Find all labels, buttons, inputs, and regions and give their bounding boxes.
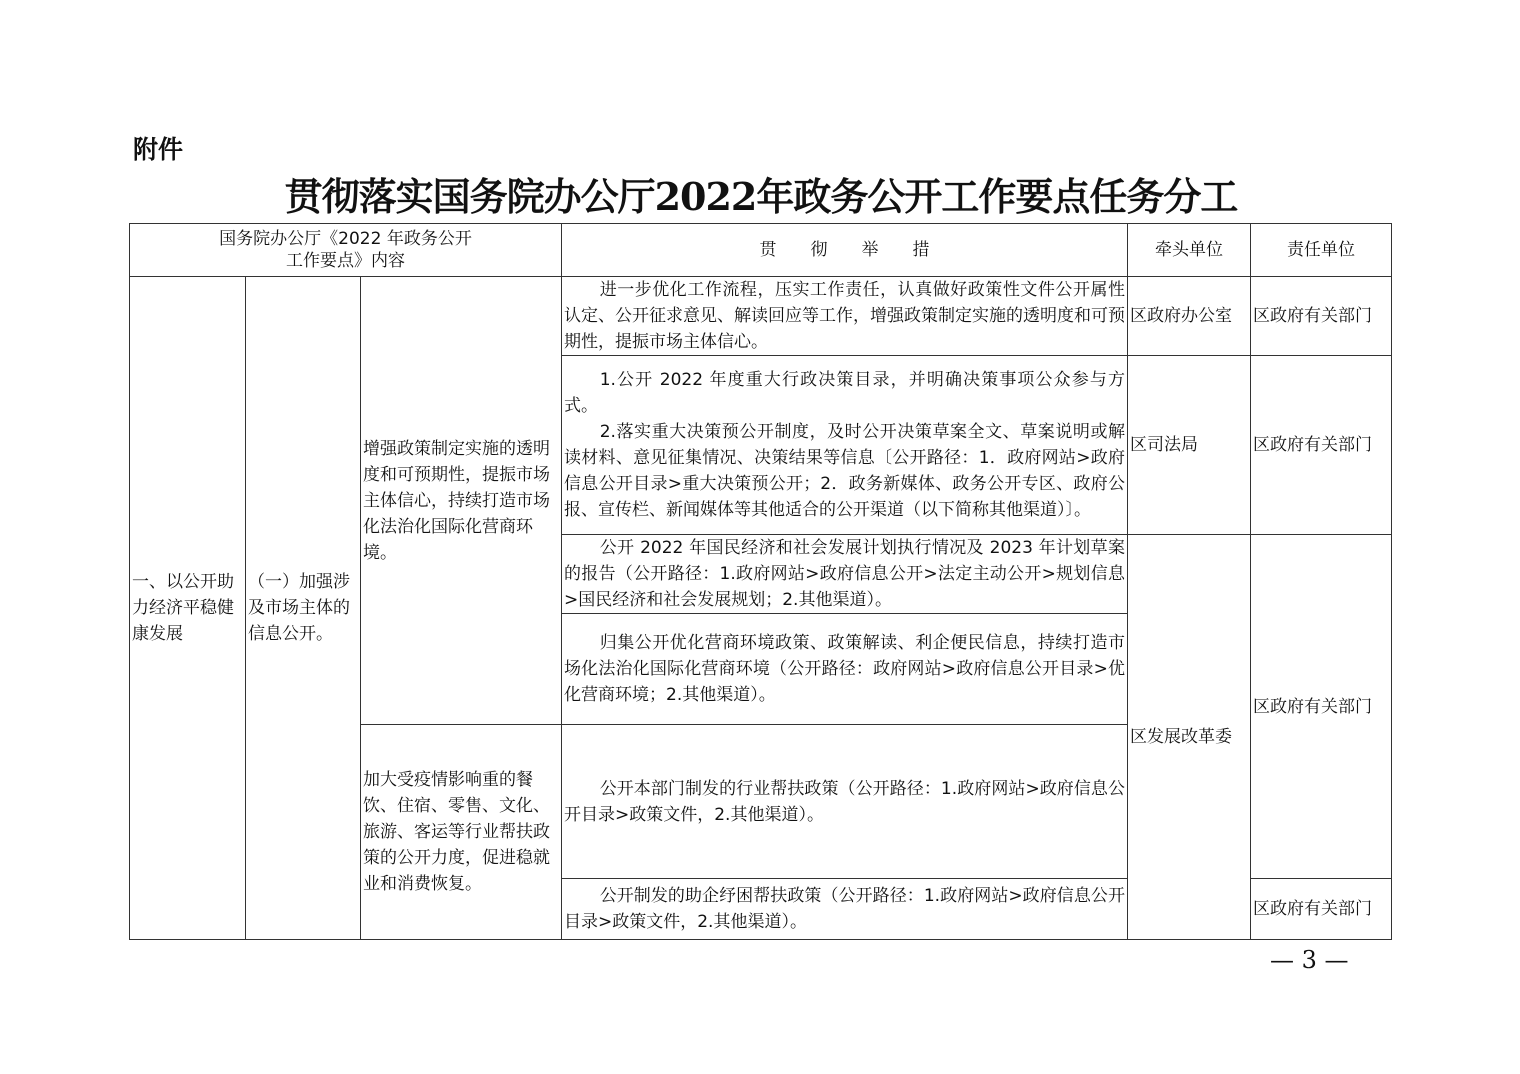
level1-cell: 一、以公开助力经济平稳健康发展: [130, 277, 246, 940]
responsible-unit-cell: 区政府有关部门: [1251, 879, 1392, 940]
level2-cell: （一）加强涉及市场主体的信息公开。: [246, 277, 361, 940]
header-lead-unit: 牵头单位: [1128, 224, 1251, 277]
lead-unit-merged: 区发展改革委: [1128, 535, 1251, 940]
measure-cell: 归集公开优化营商环境政策、政策解读、利企便民信息，持续打造市场化法治化国际化营商环境（公开路径：政府网站>政府信息公开目录>优化营商环境；2.其他渠道）。: [562, 614, 1128, 725]
measure-cell: 进一步优化工作流程，压实工作责任，认真做好政策性文件公开属性认定、公开征求意见、解读回应等工作，增强政策制定实施的透明度和可预期性，提振市场主体信心。: [562, 277, 1128, 356]
responsible-unit-cell: 区政府有关部门: [1251, 277, 1392, 356]
responsible-unit-cell: 区政府有关部门: [1251, 356, 1392, 535]
content-cell-2: 加大受疫情影响重的餐饮、住宿、零售、文化、旅游、客运等行业帮扶政策的公开力度，促进稳就业和消费恢复。: [361, 725, 562, 940]
responsible-unit-merged: 区政府有关部门: [1251, 535, 1392, 879]
measure-cell: 公开制发的助企纾困帮扶政策（公开路径：1.政府网站>政府信息公开目录>政策文件，2.其他渠道）。: [562, 879, 1128, 940]
measure-cell: 1.公开 2022 年度重大行政决策目录，并明确决策事项公众参与方式。 2.落实重大决策预公开制度，及时公开决策草案全文、草案说明或解读材料、意见征集情况、决策结果等信息〔公开路径：1．政府网站>政府信息公开目录>重大决策预公开；2．政务新媒体、政务公开专区、政府公报、宣传栏、新闻媒体等其他适合的公开渠道（以下简称其他渠道）〕。: [562, 356, 1128, 535]
page-title: 贯彻落实国务院办公厅2022年政务公开工作要点任务分工: [284, 174, 1238, 219]
lead-unit-cell: 区司法局: [1128, 356, 1251, 535]
measure-cell: 公开 2022 年国民经济和社会发展计划执行情况及 2023 年计划草案的报告（公开路径：1.政府网站>政府信息公开>法定主动公开>规划信息>国民经济和社会发展规划；2.其他渠道）。: [562, 535, 1128, 614]
header-measures: 贯 彻 举 措: [562, 224, 1128, 277]
attachment-label: 附件: [133, 135, 184, 164]
page-number: — 3 —: [1270, 946, 1349, 974]
header-responsible-unit: 责任单位: [1251, 224, 1392, 277]
measure-cell: 公开本部门制发的行业帮扶政策（公开路径：1.政府网站>政府信息公开目录>政策文件，2.其他渠道）。: [562, 725, 1128, 879]
table-row: [130, 277, 1392, 356]
task-table: [129, 223, 1392, 940]
header-content: 国务院办公厅《2022 年政务公开 工作要点》内容: [130, 224, 562, 277]
lead-unit-cell: 区政府办公室: [1128, 277, 1251, 356]
table-header-row: [130, 224, 1392, 277]
content-cell-1: 增强政策制定实施的透明度和可预期性，提振市场主体信心，持续打造市场化法治化国际化营商环境。: [361, 277, 562, 725]
